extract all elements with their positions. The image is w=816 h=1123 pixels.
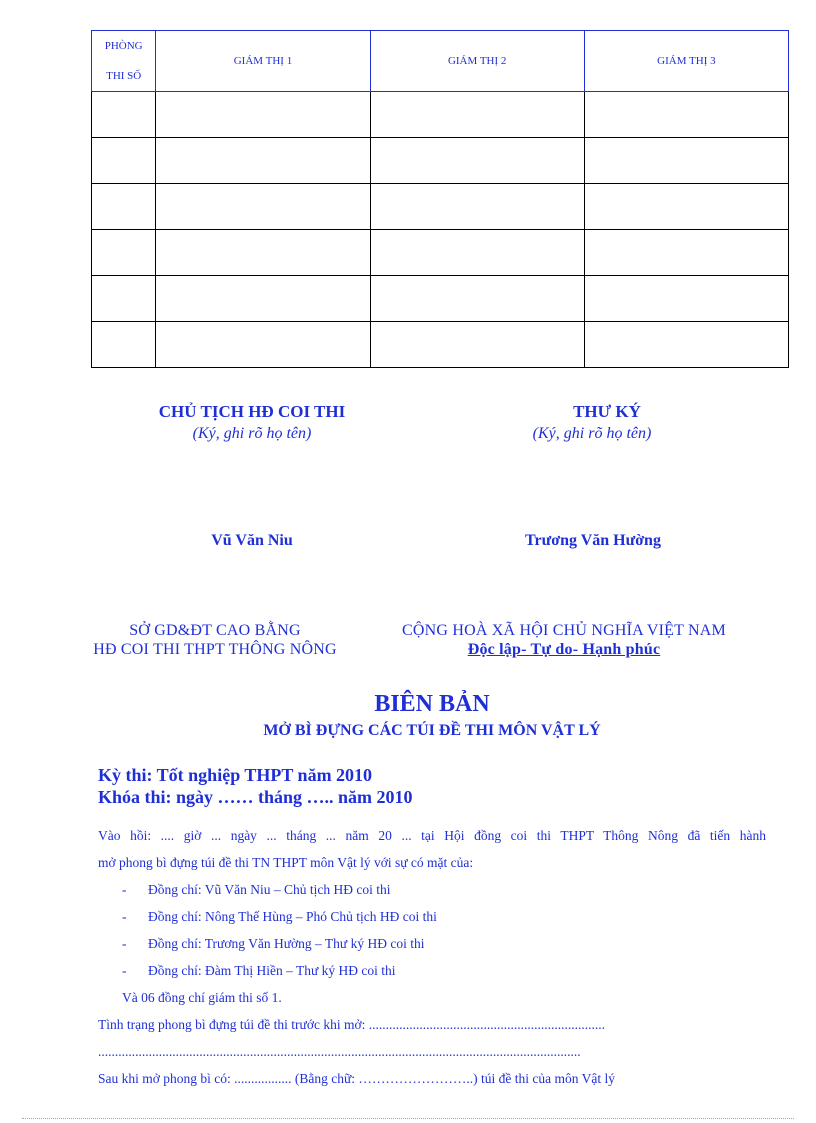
session-line: Khóa thi: ngày …… tháng ….. năm 2010 xyxy=(98,787,413,807)
table-row xyxy=(92,184,789,230)
table-cell xyxy=(156,138,370,184)
after-open-line: Sau khi mở phong bì có: ................. (Bằng chữ: ……………………..) túi đề thi của môn Vật lý xyxy=(98,1071,616,1086)
table-cell xyxy=(370,138,584,184)
table-header-row xyxy=(92,31,789,92)
header-invigilator-3: GIÁM THỊ 3 xyxy=(584,31,788,92)
table-cell xyxy=(156,322,370,368)
invigilator-table xyxy=(91,30,789,368)
header-room-line2: THI SỐ xyxy=(106,70,142,82)
table-cell xyxy=(584,138,788,184)
table-cell xyxy=(584,322,788,368)
status-line-continued: ............................................................................................................................................... xyxy=(98,1044,581,1059)
status-line: Tình trạng phong bì đựng túi đề thi trước khi mở: ...................................................................... xyxy=(98,1017,606,1032)
nation-header xyxy=(370,621,758,659)
table-cell xyxy=(92,184,156,230)
table-cell xyxy=(584,184,788,230)
table-cell xyxy=(156,92,370,138)
secretary-name: Trương Văn Hường xyxy=(525,532,661,549)
department-header xyxy=(60,621,370,659)
intro-line2: mở phong bì đựng túi đề thi TN THPT môn Vật lý với sự có mặt của: xyxy=(98,855,474,870)
motto-line: Độc lập- Tự do- Hạnh phúc xyxy=(467,641,661,658)
table-row xyxy=(92,322,789,368)
bullet-dash: - xyxy=(122,909,127,924)
header-invigilator-2: GIÁM THỊ 2 xyxy=(370,31,584,92)
document-subtitle: MỞ BÌ ĐỰNG CÁC TÚI ĐỀ THI MÔN VẬT LÝ xyxy=(263,722,601,739)
table-cell xyxy=(370,276,584,322)
table-cell xyxy=(370,92,584,138)
invigilators-line: Và 06 đồng chí giám thi số 1. xyxy=(122,990,282,1005)
header-invigilator-1: GIÁM THỊ 1 xyxy=(156,31,370,92)
attendee-text: Đồng chí: Vũ Văn Niu – Chủ tịch HĐ coi thi xyxy=(148,882,391,897)
attendee-text: Đồng chí: Trương Văn Hường – Thư ký HĐ coi thi xyxy=(148,936,425,951)
table-row xyxy=(92,230,789,276)
table-row xyxy=(92,138,789,184)
exam-line: Kỳ thi: Tốt nghiệp THPT năm 2010 xyxy=(98,765,373,785)
table-cell xyxy=(370,322,584,368)
table-cell xyxy=(584,230,788,276)
chair-name: Vũ Văn Niu xyxy=(211,532,293,549)
bullet-dash: - xyxy=(122,882,127,897)
secretary-title: THƯ KÝ xyxy=(573,402,641,421)
table-cell xyxy=(156,184,370,230)
table-cell xyxy=(584,276,788,322)
document-title: BIÊN BẢN xyxy=(374,691,490,717)
table-cell xyxy=(92,230,156,276)
table-cell xyxy=(584,92,788,138)
table-cell xyxy=(370,184,584,230)
attendee-item xyxy=(98,903,766,930)
table-cell xyxy=(156,276,370,322)
nation-line: CỘNG HOÀ XÃ HỘI CHỦ NGHĨA VIỆT NAM xyxy=(402,622,726,639)
header-room xyxy=(92,31,156,92)
chair-note: (Ký, ghi rõ họ tên) xyxy=(192,425,312,442)
table-row xyxy=(92,276,789,322)
department-line2: HĐ COI THI THPT THÔNG NÔNG xyxy=(93,641,337,658)
attendee-item xyxy=(98,930,766,957)
bullet-dash: - xyxy=(122,936,127,951)
page-bottom-divider xyxy=(22,1118,794,1119)
document-body xyxy=(98,822,766,1092)
table-row xyxy=(92,92,789,138)
bullet-dash: - xyxy=(122,963,127,978)
department-line1: SỞ GD&ĐT CAO BẰNG xyxy=(129,622,301,639)
table-cell xyxy=(92,276,156,322)
table-cell xyxy=(156,230,370,276)
table-cell xyxy=(92,92,156,138)
intro-line1: Vào hồi: .... giờ ... ngày ... tháng ... năm 20 ... tại Hội đồng coi thi THPT Thông Nông đã tiến hành xyxy=(98,828,766,843)
table-cell xyxy=(92,322,156,368)
table-cell xyxy=(92,138,156,184)
attendee-item xyxy=(98,876,766,903)
attendee-text: Đồng chí: Đàm Thị Hiền – Thư ký HĐ coi thi xyxy=(148,963,396,978)
header-room-line1: PHÒNG xyxy=(104,40,143,52)
chair-title: CHỦ TỊCH HĐ COI THI xyxy=(158,402,346,421)
attendee-text: Đồng chí: Nông Thế Hùng – Phó Chủ tịch HĐ coi thi xyxy=(148,909,437,924)
attendee-item xyxy=(98,957,766,984)
table-cell xyxy=(370,230,584,276)
secretary-note: (Ký, ghi rõ họ tên) xyxy=(532,425,652,442)
